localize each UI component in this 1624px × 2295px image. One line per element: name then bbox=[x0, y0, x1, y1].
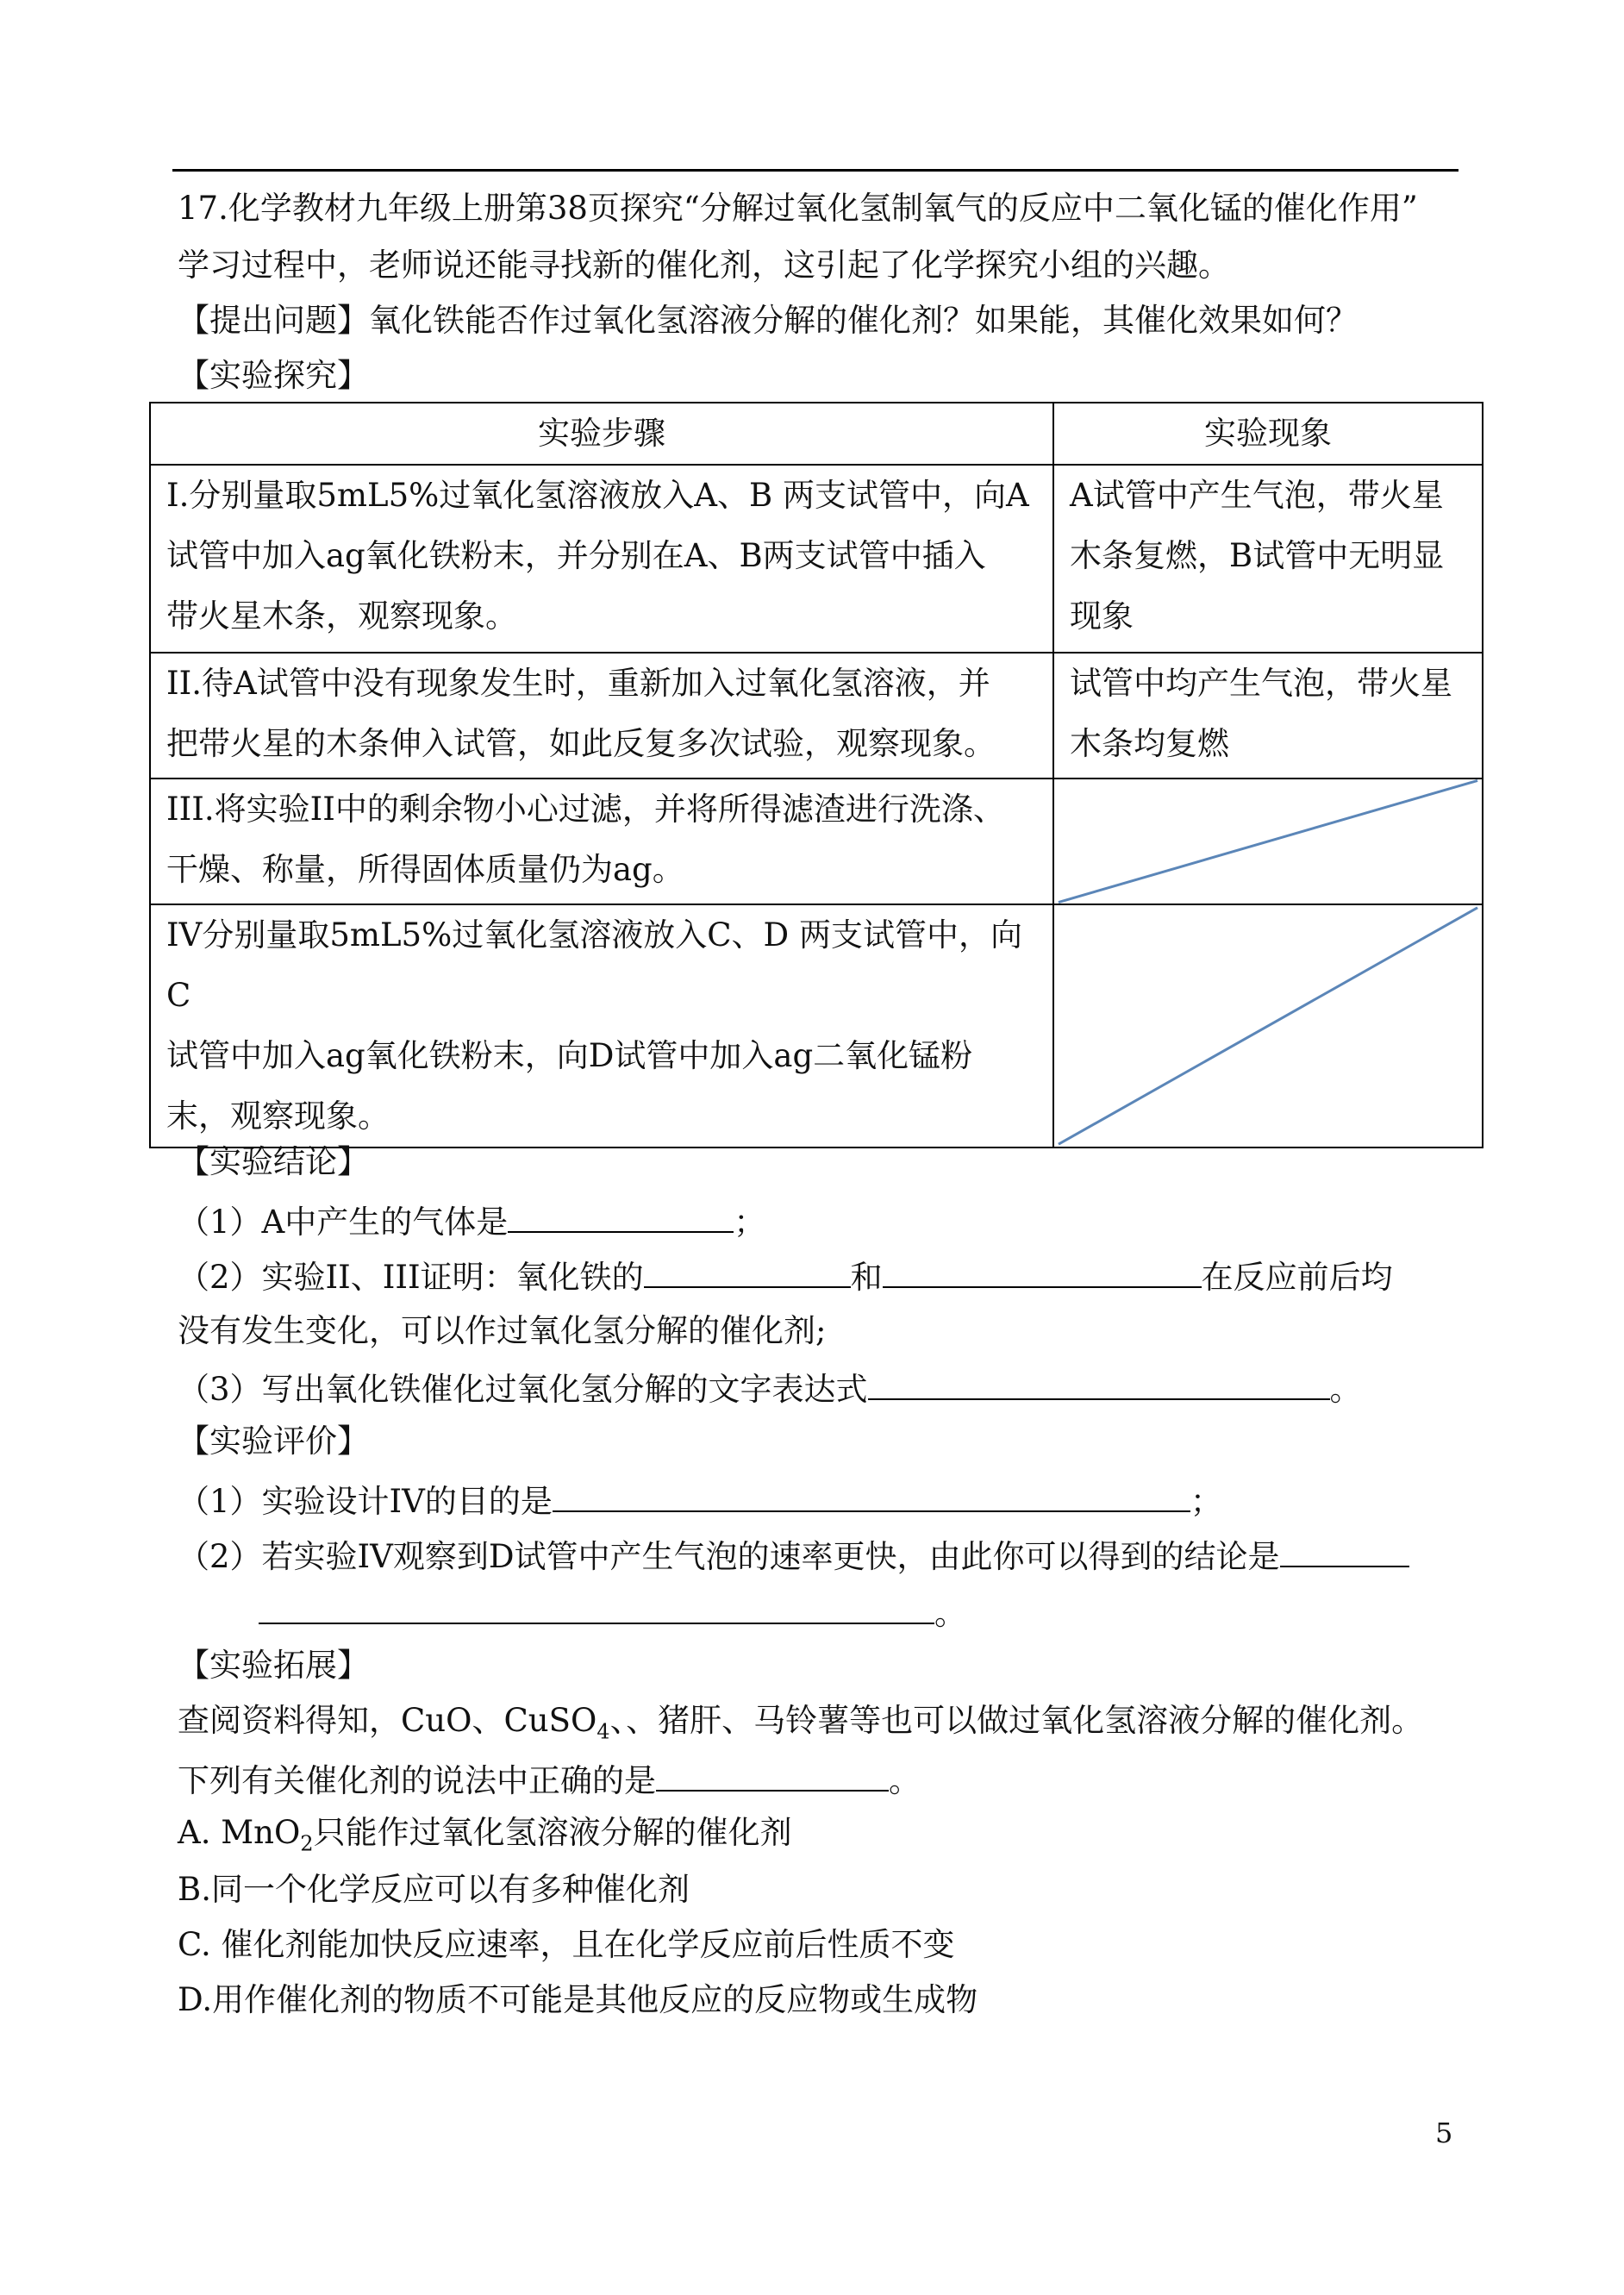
diagonal-slash bbox=[1054, 779, 1482, 904]
step-cell bbox=[150, 465, 1053, 653]
evaluation-q1 bbox=[178, 1479, 1222, 1521]
step-line: 试管中加入ag氧化铁粉末，并分别在A、B两支试管中插入 bbox=[166, 537, 986, 574]
table-row bbox=[150, 904, 1483, 1148]
table-header-row bbox=[150, 403, 1483, 465]
header-phenomena: 实验现象 bbox=[1053, 403, 1483, 465]
option-c: C. 催化剂能加快反应速率，且在化学反应前后性质不变 bbox=[178, 1926, 955, 1963]
extension-line-2 bbox=[178, 1759, 921, 1800]
step-cell bbox=[150, 653, 1053, 779]
diagonal-slash bbox=[1054, 905, 1482, 1147]
answer-blank[interactable] bbox=[553, 1479, 1190, 1512]
question-intro-line-1: 17.化学教材九年级上册第38页探究“分解过氧化氢制氧气的反应中二氧化锰的催化作用” bbox=[178, 190, 1418, 227]
punctuation: ； bbox=[1190, 1483, 1222, 1520]
answer-blank[interactable] bbox=[644, 1255, 851, 1288]
punctuation: 。 bbox=[1329, 1371, 1362, 1408]
evaluation-q1-text: （1）实验设计IV的目的是 bbox=[178, 1483, 553, 1520]
step-line: 带火星木条，观察现象。 bbox=[166, 597, 517, 635]
conclusion-q2-line2: 没有发生变化，可以作过氧化氢分解的催化剂; bbox=[178, 1312, 827, 1349]
evaluation-q2-continuation bbox=[259, 1591, 966, 1633]
step-cell bbox=[150, 779, 1053, 904]
conclusion-q1-text: （1）A中产生的气体是 bbox=[178, 1204, 509, 1241]
evaluation-heading: 【实验评价】 bbox=[178, 1423, 369, 1460]
experiment-table bbox=[149, 402, 1483, 1148]
extension-text: 查阅资料得知，CuO、CuSO bbox=[178, 1702, 597, 1739]
answer-blank[interactable] bbox=[1280, 1535, 1409, 1567]
step-line: 干燥、称量，所得固体质量仍为ag。 bbox=[166, 851, 684, 888]
extension-question: 下列有关催化剂的说法中正确的是 bbox=[178, 1762, 656, 1799]
step-line: 把带火星的木条伸入试管，如此反复多次试验，观察现象。 bbox=[166, 725, 996, 762]
punctuation: ； bbox=[734, 1204, 766, 1241]
answer-blank[interactable] bbox=[868, 1367, 1330, 1400]
option-a bbox=[178, 1814, 792, 1856]
extension-line-1 bbox=[178, 1702, 1423, 1744]
conclusion-q3-text: （3）写出氧化铁催化过氧化氢分解的文字表达式 bbox=[178, 1371, 868, 1408]
page-number: 5 bbox=[1435, 2117, 1453, 2149]
option-d: D.用作催化剂的物质不可能是其他反应的反应物或生成物 bbox=[178, 1981, 978, 2018]
conclusion-q3 bbox=[178, 1367, 1362, 1409]
step-line: II.待A试管中没有现象发生时，重新加入过氧化氢溶液，并 bbox=[166, 665, 990, 702]
step-line: 试管中加入ag氧化铁粉末，向D试管中加入ag二氧化锰粉 bbox=[166, 1037, 973, 1074]
conclusion-q1 bbox=[178, 1200, 765, 1241]
step-line: I.分别量取5mL5%过氧化氢溶液放入A、B 两支试管中，向A bbox=[166, 477, 1029, 514]
answer-blank[interactable] bbox=[259, 1591, 934, 1624]
header-steps: 实验步骤 bbox=[150, 403, 1053, 465]
punctuation: 。 bbox=[889, 1762, 921, 1799]
conclusion-q2 bbox=[178, 1255, 1393, 1297]
punctuation: 。 bbox=[934, 1595, 966, 1632]
phenomenon-line: 试管中均产生气泡，带火星 bbox=[1070, 665, 1452, 702]
subscript: 2 bbox=[300, 1831, 314, 1856]
step-line: III.将实验II中的剩余物小心过滤，并将所得滤渣进行洗涤、 bbox=[166, 791, 1005, 828]
conclusion-heading: 【实验结论】 bbox=[178, 1143, 369, 1180]
option-a-text: 只能作过氧化氢溶液分解的催化剂 bbox=[313, 1814, 792, 1851]
phenomenon-line: 木条复燃，B试管中无明显 bbox=[1070, 537, 1445, 574]
empty-phenomenon-cell bbox=[1053, 779, 1483, 904]
phenomenon-cell bbox=[1053, 465, 1483, 653]
answer-blank[interactable] bbox=[656, 1759, 889, 1792]
table-row bbox=[150, 465, 1483, 653]
phenomenon-line: 现象 bbox=[1070, 597, 1134, 635]
phenomenon-line: 木条均复燃 bbox=[1070, 725, 1229, 762]
step-line: 末，观察现象。 bbox=[166, 1097, 390, 1135]
question-intro-line-2: 学习过程中，老师说还能寻找新的催化剂，这引起了化学探究小组的兴趣。 bbox=[178, 247, 1230, 284]
header-rule bbox=[172, 169, 1458, 172]
answer-blank[interactable] bbox=[883, 1255, 1202, 1288]
evaluation-q2-text: （2）若实验IV观察到D试管中产生气泡的速率更快，由此你可以得到的结论是 bbox=[178, 1538, 1280, 1575]
step-line: IV分别量取5mL5%过氧化氢溶液放入C、D 两支试管中，向C bbox=[166, 916, 1022, 1014]
empty-phenomenon-cell bbox=[1053, 904, 1483, 1148]
subscript: 4 bbox=[597, 1719, 610, 1744]
option-a-text: A. MnO bbox=[178, 1814, 301, 1851]
conclusion-q2-and: 和 bbox=[850, 1259, 883, 1296]
evaluation-q2 bbox=[178, 1535, 1409, 1576]
conclusion-q2-tail: 在反应前后均 bbox=[1201, 1259, 1393, 1296]
extension-heading: 【实验拓展】 bbox=[178, 1647, 369, 1684]
extension-text: 、、猪肝、马铃薯等也可以做过氧化氢溶液分解的催化剂。 bbox=[609, 1702, 1424, 1739]
step-cell bbox=[150, 904, 1053, 1148]
table-row bbox=[150, 653, 1483, 779]
explore-heading: 【实验探究】 bbox=[178, 357, 369, 394]
conclusion-q2-text: （2）实验II、III证明：氧化铁的 bbox=[178, 1259, 644, 1296]
phenomenon-cell bbox=[1053, 653, 1483, 779]
answer-blank[interactable] bbox=[508, 1200, 734, 1233]
option-b: B.同一个化学反应可以有多种催化剂 bbox=[178, 1871, 690, 1908]
table-row bbox=[150, 779, 1483, 904]
phenomenon-line: A试管中产生气泡，带火星 bbox=[1070, 477, 1444, 514]
ask-question: 【提出问题】氧化铁能否作过氧化氢溶液分解的催化剂？如果能，其催化效果如何？ bbox=[178, 302, 1358, 339]
